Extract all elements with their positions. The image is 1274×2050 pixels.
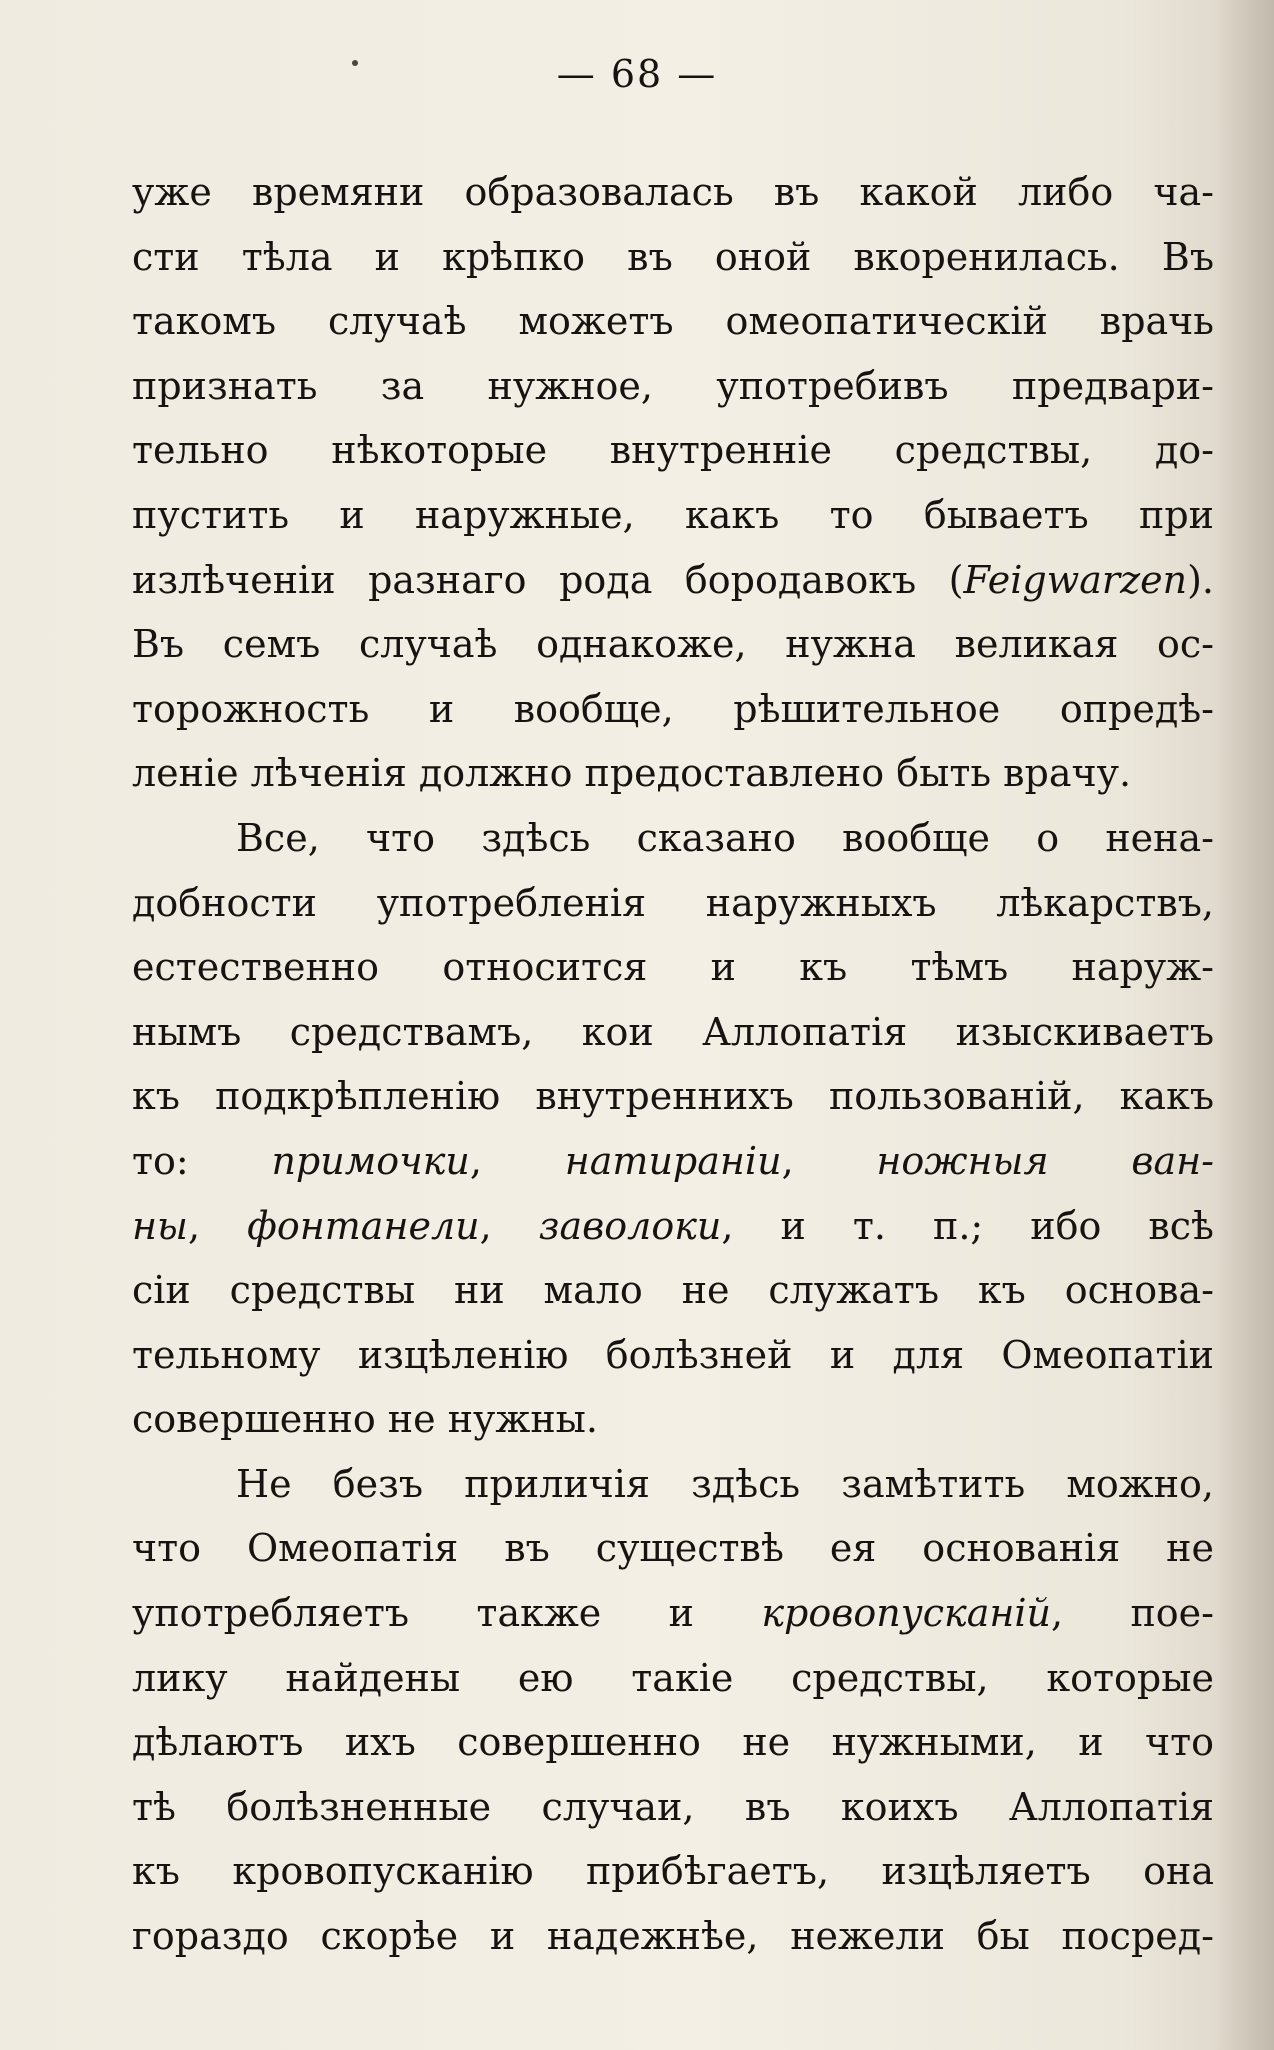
text-segment: тѣ болѣзненные случаи, въ коихъ Аллопатія xyxy=(132,1784,1214,1829)
text-line xyxy=(132,935,1214,1000)
text-segment: сти тѣла и крѣпко въ оной вкоренилась. Въ xyxy=(132,234,1214,279)
text-segment: уже времяни образовалась въ какой либо ча- xyxy=(132,170,1214,214)
text-line xyxy=(132,1516,1214,1581)
text-line xyxy=(132,483,1214,548)
text-line xyxy=(132,418,1214,483)
text-line xyxy=(132,1129,1214,1194)
text-line xyxy=(132,677,1214,742)
text-line xyxy=(132,1194,1214,1259)
text-line xyxy=(132,1258,1214,1323)
page-number: — 68 — xyxy=(556,52,718,96)
text-line xyxy=(132,548,1214,613)
text-segment: совершенно не нужны. xyxy=(132,1397,598,1442)
text-segment: Все, что здѣсь сказано вообще о нена- xyxy=(236,815,1214,860)
italic-text-segment: заволоки xyxy=(538,1203,722,1248)
text-line xyxy=(132,1775,1214,1840)
text-segment: гораздо скорѣе и надежнѣе, нежели бы посред- xyxy=(132,1914,1214,1959)
text-segment: естественно относится и къ тѣмъ наруж- xyxy=(132,945,1214,990)
text-segment: нымъ средствамъ, кои Аллопатія изыскиваетъ xyxy=(132,1009,1214,1054)
text-segment: употребляетъ также и xyxy=(132,1591,762,1636)
body-text xyxy=(132,160,1214,1969)
text-segment: ). xyxy=(1187,557,1214,602)
text-line xyxy=(132,1452,1214,1517)
text-line xyxy=(132,1904,1214,1969)
text-segment: лику найдены ею такіе средствы, которые xyxy=(132,1655,1214,1700)
text-segment: признать за нужное, употребивъ предвари- xyxy=(132,363,1214,408)
text-line xyxy=(132,871,1214,936)
text-segment: , xyxy=(781,1138,877,1183)
text-line xyxy=(132,1064,1214,1129)
text-segment: торожность и вообще, рѣшительное опредѣ- xyxy=(132,686,1214,731)
italic-text-segment: ножныя ван- xyxy=(876,1138,1214,1183)
italic-text-segment: кровопусканій xyxy=(761,1591,1052,1636)
italic-text-segment: ны xyxy=(132,1203,188,1248)
text-line xyxy=(132,1646,1214,1711)
text-segment: такомъ случаѣ можетъ омеопатическій врачь xyxy=(132,299,1214,344)
page-gutter-shadow xyxy=(1214,0,1274,2050)
text-segment: леніе лѣченія должно предоставлено быть врачу. xyxy=(132,751,1132,796)
text-segment: къ подкрѣпленію внутреннихъ пользованій, какъ xyxy=(132,1074,1214,1119)
text-line xyxy=(132,1000,1214,1065)
text-segment: сіи средствы ни мало не служатъ къ основа- xyxy=(132,1268,1214,1313)
text-line xyxy=(132,289,1214,354)
text-segment: тельно нѣкоторые внутренніе средствы, до- xyxy=(132,428,1214,473)
text-segment: добности употребленія наружныхъ лѣкарствъ, xyxy=(132,880,1214,925)
text-segment: то: xyxy=(132,1138,272,1183)
text-segment: , xyxy=(187,1203,248,1248)
text-line xyxy=(132,1839,1214,1904)
text-line xyxy=(132,806,1214,871)
text-segment: , xyxy=(469,1138,565,1183)
text-segment: Не безъ приличія здѣсь замѣтить можно, xyxy=(236,1461,1214,1506)
italic-text-segment: примочки xyxy=(271,1138,470,1183)
text-segment: пустить и наружные, какъ то бываетъ при xyxy=(132,492,1214,537)
italic-text-segment: Feigwarzen xyxy=(963,557,1188,602)
text-segment: дѣлаютъ ихъ совершенно не нужными, и что xyxy=(132,1720,1214,1765)
text-segment: , пое- xyxy=(1051,1591,1214,1636)
text-line xyxy=(132,1581,1214,1646)
text-segment: излѣченіи разнаго рода бородавокъ ( xyxy=(132,557,964,602)
text-line xyxy=(132,354,1214,419)
text-line xyxy=(132,1710,1214,1775)
text-segment: что Омеопатія въ существѣ ея основанія не xyxy=(132,1526,1214,1571)
text-line xyxy=(132,1323,1214,1388)
text-segment: тельному изцѣленію болѣзней и для Омеопатіи xyxy=(132,1332,1214,1377)
text-segment: , и т. п.; ибо всѣ xyxy=(721,1203,1214,1248)
text-line xyxy=(132,160,1214,225)
italic-text-segment: натираніи xyxy=(564,1138,782,1183)
text-line xyxy=(132,612,1214,677)
text-line xyxy=(132,741,1214,806)
text-line xyxy=(132,225,1214,290)
text-segment: Въ семъ случаѣ однакоже, нужна великая ос- xyxy=(132,622,1214,667)
italic-text-segment: фонтанели xyxy=(247,1203,480,1248)
text-segment: , xyxy=(479,1203,539,1248)
text-line xyxy=(132,1387,1214,1452)
text-segment: къ кровопусканію прибѣгаетъ, изцѣляетъ она xyxy=(132,1849,1214,1894)
